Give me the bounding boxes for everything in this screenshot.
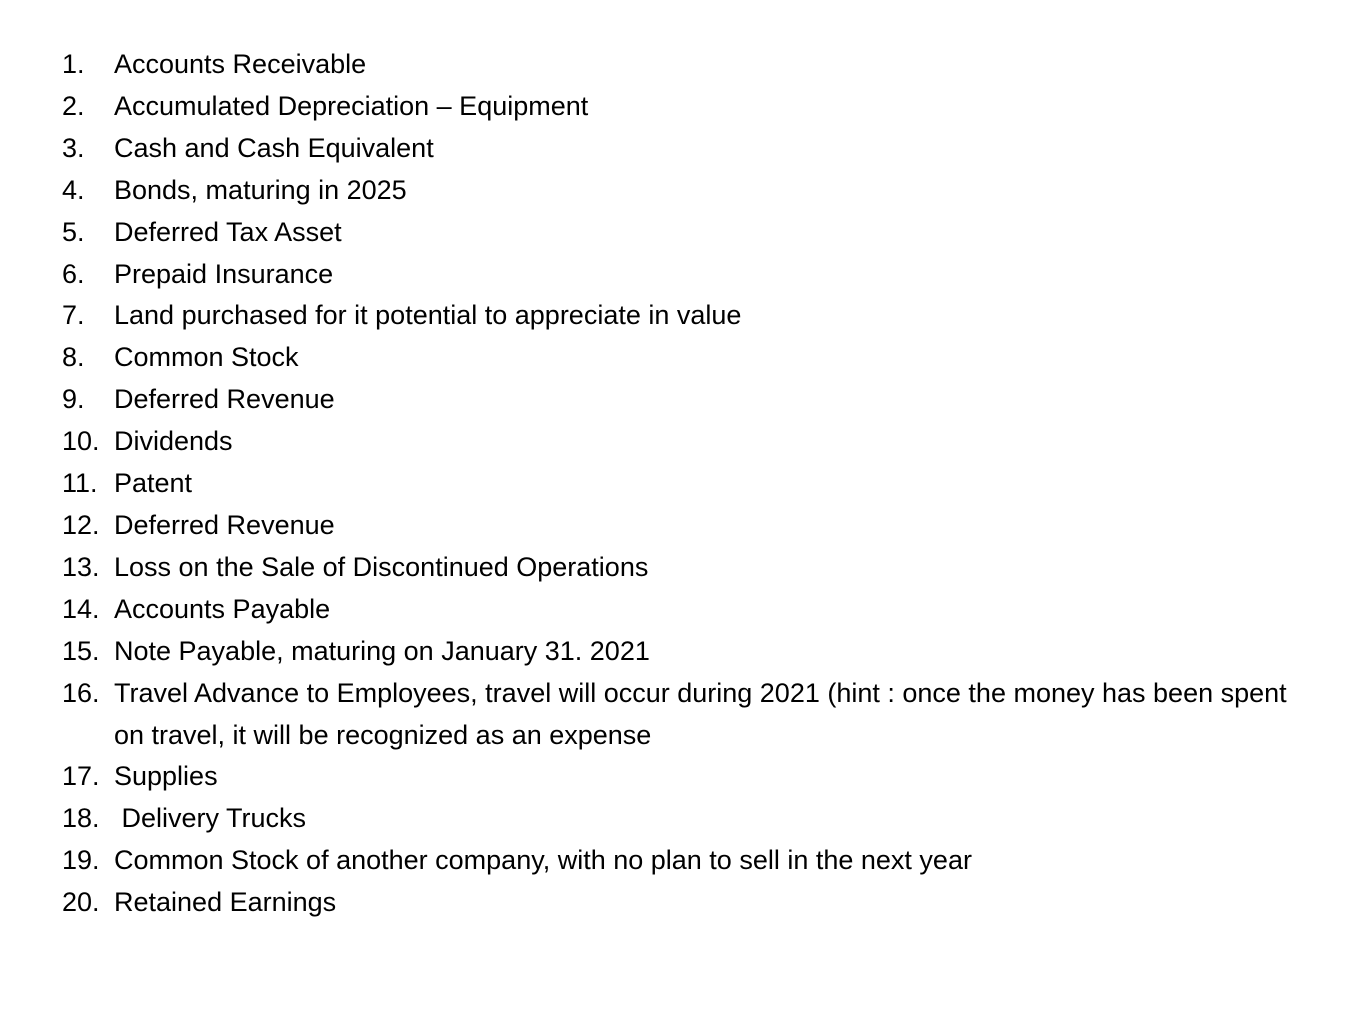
item-text: Supplies	[114, 761, 218, 792]
item-text: Bonds, maturing in 2025	[114, 174, 407, 205]
numbered-list	[62, 44, 1362, 924]
item-text: Delivery Trucks	[114, 803, 307, 834]
item-text: Cash and Cash Equivalent	[114, 132, 434, 163]
list-item	[62, 505, 1362, 547]
item-text: Loss on the Sale of Discontinued Operations	[114, 551, 649, 582]
list-item	[62, 44, 1362, 86]
item-text: Accumulated Depreciation – Equipment	[114, 90, 589, 121]
item-text: Retained Earnings	[114, 887, 337, 918]
item-number: 8.	[62, 342, 85, 373]
item-number: 13.	[62, 551, 100, 582]
item-text: Accounts Payable	[114, 593, 331, 624]
item-number: 1.	[62, 49, 85, 79]
item-number: 2.	[62, 90, 85, 121]
list-item	[62, 798, 1362, 840]
item-text: Deferred Revenue	[114, 384, 335, 415]
item-text: Prepaid Insurance	[114, 258, 334, 289]
list-item	[62, 589, 1362, 631]
item-number: 12.	[62, 509, 100, 540]
item-number: 10.	[62, 426, 100, 457]
item-number: 9.	[62, 384, 85, 415]
item-number: 17.	[62, 761, 100, 792]
item-text: Dividends	[114, 426, 233, 457]
list-item	[62, 212, 1362, 254]
item-number: 4.	[62, 174, 85, 205]
list-item	[62, 547, 1362, 589]
list-item	[62, 756, 1362, 798]
item-number: 18.	[62, 803, 100, 834]
item-number: 16.	[62, 677, 100, 708]
list-item	[62, 254, 1362, 296]
item-number: 15.	[62, 635, 100, 666]
list-item	[62, 882, 1362, 924]
list-item	[62, 170, 1362, 212]
item-text: Land purchased for it potential to appreciate in value	[114, 300, 742, 331]
item-text: Deferred Tax Asset	[114, 216, 342, 247]
item-number: 11.	[62, 468, 98, 499]
list-item	[62, 673, 1362, 757]
item-text: Accounts Receivable	[114, 49, 367, 79]
item-text: Common Stock of another company, with no plan to sell in the next year	[114, 845, 972, 876]
list-item	[62, 840, 1362, 882]
list-item	[62, 379, 1362, 421]
item-text: Common Stock	[114, 342, 299, 373]
item-text: Deferred Revenue	[114, 509, 335, 540]
list-item	[62, 631, 1362, 673]
item-number: 5.	[62, 216, 85, 247]
list-item	[62, 128, 1362, 170]
list-item	[62, 86, 1362, 128]
list-item	[62, 463, 1362, 505]
item-number: 20.	[62, 887, 100, 918]
item-text: Patent	[114, 468, 193, 499]
item-number: 7.	[62, 300, 85, 331]
list-item	[62, 337, 1362, 379]
item-number: 3.	[62, 132, 85, 163]
item-number: 19.	[62, 845, 100, 876]
item-text: Travel Advance to Employees, travel will occur during 2021 (hint : once the money has been spent on travel, it will be recognized as an expense	[114, 677, 1295, 750]
list-item	[62, 421, 1362, 463]
item-number: 6.	[62, 258, 85, 289]
list-item	[62, 295, 1362, 337]
item-number: 14.	[62, 593, 100, 624]
item-text: Note Payable, maturing on January 31. 2021	[114, 635, 650, 666]
